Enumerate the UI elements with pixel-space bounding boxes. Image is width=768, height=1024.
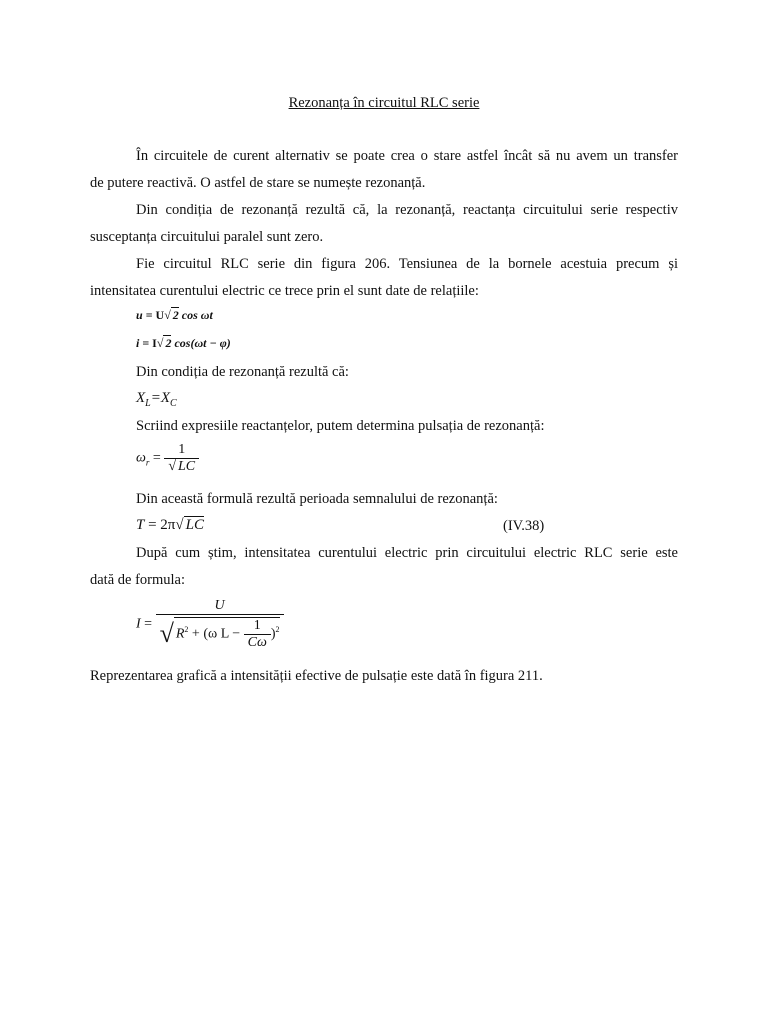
- eq-part: 2: [165, 336, 172, 350]
- fraction-numerator: U: [214, 598, 225, 613]
- eq-part: = U: [145, 308, 165, 322]
- paragraph-line: Din această formulă rezultă perioada semnalului de rezonanță:: [136, 491, 498, 507]
- eq-part: 2: [184, 625, 189, 635]
- fraction-denominator: Cω: [244, 634, 271, 651]
- radical-sign: √: [175, 517, 184, 533]
- eq-part: =: [149, 450, 165, 466]
- equation-current-amplitude: [136, 598, 284, 651]
- eq-part: C: [170, 398, 177, 409]
- fraction-denominator: [164, 458, 199, 475]
- radical-sign: √: [159, 619, 174, 648]
- radicand: [174, 617, 280, 651]
- paragraph-line: intensitatea curentului electric ce trece prin el sunt date de relațiile:: [90, 283, 479, 299]
- equation-resonant-pulsation: [136, 442, 199, 475]
- eq-part: i: [136, 336, 140, 350]
- eq-part: R: [175, 626, 185, 642]
- eq-part: = I: [142, 336, 157, 350]
- equation-number: (IV.38): [503, 518, 545, 534]
- eq-part: 2: [172, 308, 179, 322]
- paragraph-line: Reprezentarea grafică a intensității efective de pulsație este dată în figura 211.: [90, 668, 543, 684]
- eq-part: cos ωt: [178, 308, 213, 322]
- eq-part: LC: [185, 517, 204, 533]
- equation-voltage: [136, 308, 213, 323]
- document-title: Rezonanța în circuitul RLC serie: [288, 95, 480, 111]
- equation-current: [136, 336, 231, 351]
- eq-part: ω: [136, 450, 146, 466]
- equation-period: [136, 517, 204, 534]
- fraction: [156, 598, 284, 651]
- paragraph-line: Fie circuitul RLC serie din figura 206. Tensiunea de la bornele acestuia precum și: [136, 256, 678, 272]
- fraction: [164, 442, 199, 475]
- radical-sign: √: [156, 336, 164, 350]
- paragraph-line: susceptanța circuitului paralel sunt zero.: [90, 229, 324, 245]
- paragraph-line: Din condiția de rezonanță rezultă că:: [136, 364, 349, 380]
- eq-part: =X: [150, 390, 171, 406]
- fraction-denominator: [156, 614, 284, 651]
- eq-part: u: [136, 308, 143, 322]
- eq-part: ): [270, 626, 276, 642]
- eq-part: = 2π: [144, 517, 176, 533]
- eq-part: T: [136, 517, 145, 533]
- fraction-numerator: 1: [178, 442, 186, 457]
- paragraph-line: În circuitele de curent alternativ se poate crea o stare astfel încât să nu avem un transfer: [136, 148, 678, 164]
- paragraph-line: După cum știm, intensitatea curentului electric prin circuitului electric RLC serie este: [136, 545, 678, 561]
- paragraph-line: dată de formula:: [90, 572, 186, 588]
- eq-part: =: [140, 616, 156, 632]
- paragraph-line: Din condiția de rezonanță rezultă că, la rezonanță, reactanța circuitului serie respectiv: [136, 202, 678, 218]
- eq-part: 2: [275, 625, 280, 635]
- paragraph-line: de putere reactivă. O astfel de stare se numește rezonanță.: [90, 175, 426, 191]
- eq-part: cos(ωt − φ): [171, 336, 231, 350]
- eq-part: I: [136, 616, 141, 632]
- eq-part: L: [145, 398, 151, 409]
- radical-sign: √: [164, 308, 171, 322]
- eq-part: r: [145, 457, 150, 468]
- equation-resonance-condition: [136, 390, 177, 409]
- eq-part: X: [136, 390, 146, 406]
- paragraph-line: Scriind expresiile reactanțelor, putem determina pulsația de rezonanță:: [136, 418, 545, 434]
- fraction-numerator: 1: [253, 618, 261, 633]
- fraction: [244, 618, 271, 651]
- eq-part: + (ω L −: [188, 626, 244, 642]
- eq-part: LC: [178, 459, 196, 474]
- radical-sign: √: [168, 459, 176, 474]
